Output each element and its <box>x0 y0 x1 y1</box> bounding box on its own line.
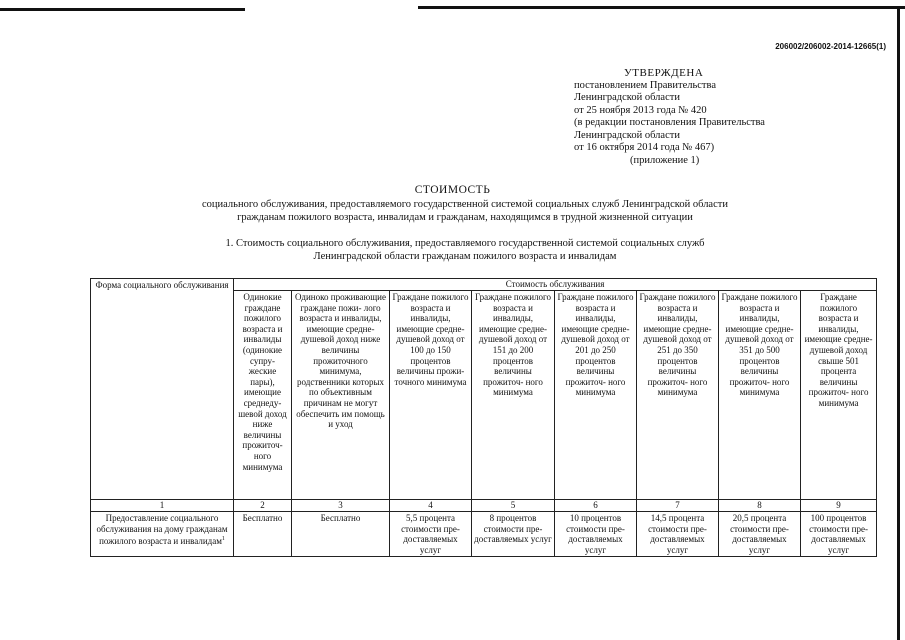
scan-edge-top-left <box>0 8 245 11</box>
column-number: 9 <box>801 500 877 512</box>
cost-table <box>90 278 877 557</box>
section-line: 1. Стоимость социального обслуживания, предоставляемого государственной системой социальных служб <box>225 238 705 249</box>
table-row <box>91 512 877 557</box>
column-number: 4 <box>390 500 472 512</box>
column-header: Одиноко проживающие граждане пожи- лого возраста и инвалиды, имеющие средне- душевой доход ниже величины прожиточного минимума, родственники которых по объективным причинам не могут обеспечить им помощь и уход <box>292 291 390 500</box>
section-heading <box>150 237 780 263</box>
subtitle-line: социального обслуживания, предоставляемого государственной системой социальных служб Ленинградской области <box>202 199 728 210</box>
approval-block <box>574 67 814 167</box>
column-header: Граждане пожилого возраста и инвалиды, имеющие средне- душевой доход от 151 до 200 процентов величины прожиточ- ного минимума <box>472 291 555 500</box>
row-form-text: Предоставление социального обслуживания на дому гражданам пожилого возраста и инвалидам <box>96 513 228 547</box>
subtitle-line: гражданам пожилого возраста, инвалидам и гражданам, находящимся в трудной жизненной ситуации <box>237 212 693 223</box>
approval-appendix: (приложение 1) <box>630 154 700 166</box>
footnote-marker: 1 <box>221 536 225 543</box>
table-cell: 5,5 процента стоимости пре- доставляемых услуг <box>390 512 472 557</box>
approval-line: постановлением Правительства <box>574 79 717 91</box>
row-form-cell <box>91 512 234 557</box>
table-cell: Бесплатно <box>234 512 292 557</box>
cost-group-header: Стоимость обслуживания <box>234 279 877 291</box>
column-header: Граждане пожилого возраста и инвалиды, имеющие средне- душевой доход от 251 до 350 процентов величины прожиточ- ного минимума <box>637 291 719 500</box>
table-cell: 10 процентов стоимости пре- доставляемых услуг <box>555 512 637 557</box>
column-number: 6 <box>555 500 637 512</box>
section-line: Ленинградской области гражданам пожилого возраста и инвалидам <box>313 251 617 262</box>
table-cell: 8 процентов стоимости пре- доставляемых услуг <box>472 512 555 557</box>
column-header: Граждане пожилого возраста и инвалиды, имеющие средне- душевой доход от 351 до 500 процентов величины прожиточ- ного минимума <box>719 291 801 500</box>
approval-line: Ленинградской области <box>574 92 680 103</box>
table-cell: Бесплатно <box>292 512 390 557</box>
column-number: 7 <box>637 500 719 512</box>
approval-line: от 16 октября 2014 года № 467) <box>574 142 715 153</box>
form-header: Форма социального обслуживания <box>91 279 234 500</box>
table-cell: 20,5 процента стоимости пре- доставляемых услуг <box>719 512 801 557</box>
approval-line: от 25 ноября 2013 года № 420 <box>574 104 707 116</box>
scan-edge-right <box>897 6 900 640</box>
table-cell: 100 процентов стоимости пре- доставляемых услуг <box>801 512 877 557</box>
document-title: СТОИМОСТЬ <box>414 184 491 196</box>
column-number: 5 <box>472 500 555 512</box>
approval-line: Ленинградской области <box>574 129 680 141</box>
column-number: 3 <box>292 500 390 512</box>
column-header: Граждане пожилого возраста и инвалиды, имеющие средне- душевой доход от 201 до 250 процентов величины прожиточ- ного минимума <box>555 291 637 500</box>
scan-edge-top-right <box>418 6 905 9</box>
approval-title: УТВЕРЖДЕНА <box>624 67 704 79</box>
column-header: Граждане пожилого возраста и инвалиды, имеющие средне- душевой доход от 100 до 150 процентов величины прожи- точного минимума <box>390 291 472 500</box>
document-subtitle <box>150 198 780 224</box>
column-header: Граждане пожилого возраста и инвалиды, имеющие средне- душевой доход свыше 501 процента величины прожиточ- ного минимума <box>801 291 877 500</box>
column-header: Одинокие граждане пожилого возраста и инвалиды (одинокие супру- жеские пары), имеющие среднеду- шевой доход ниже величины прожиточ- ного минимума <box>234 291 292 500</box>
column-number-row <box>91 500 877 512</box>
table-cell: 14,5 процента стоимости пре- доставляемых услуг <box>637 512 719 557</box>
approval-line: (в редакции постановления Правительства <box>574 117 765 128</box>
document-id: 206002/206002-2014-12665(1) <box>775 42 886 51</box>
column-number: 1 <box>91 500 234 512</box>
column-number: 8 <box>719 500 801 512</box>
column-number: 2 <box>234 500 292 512</box>
